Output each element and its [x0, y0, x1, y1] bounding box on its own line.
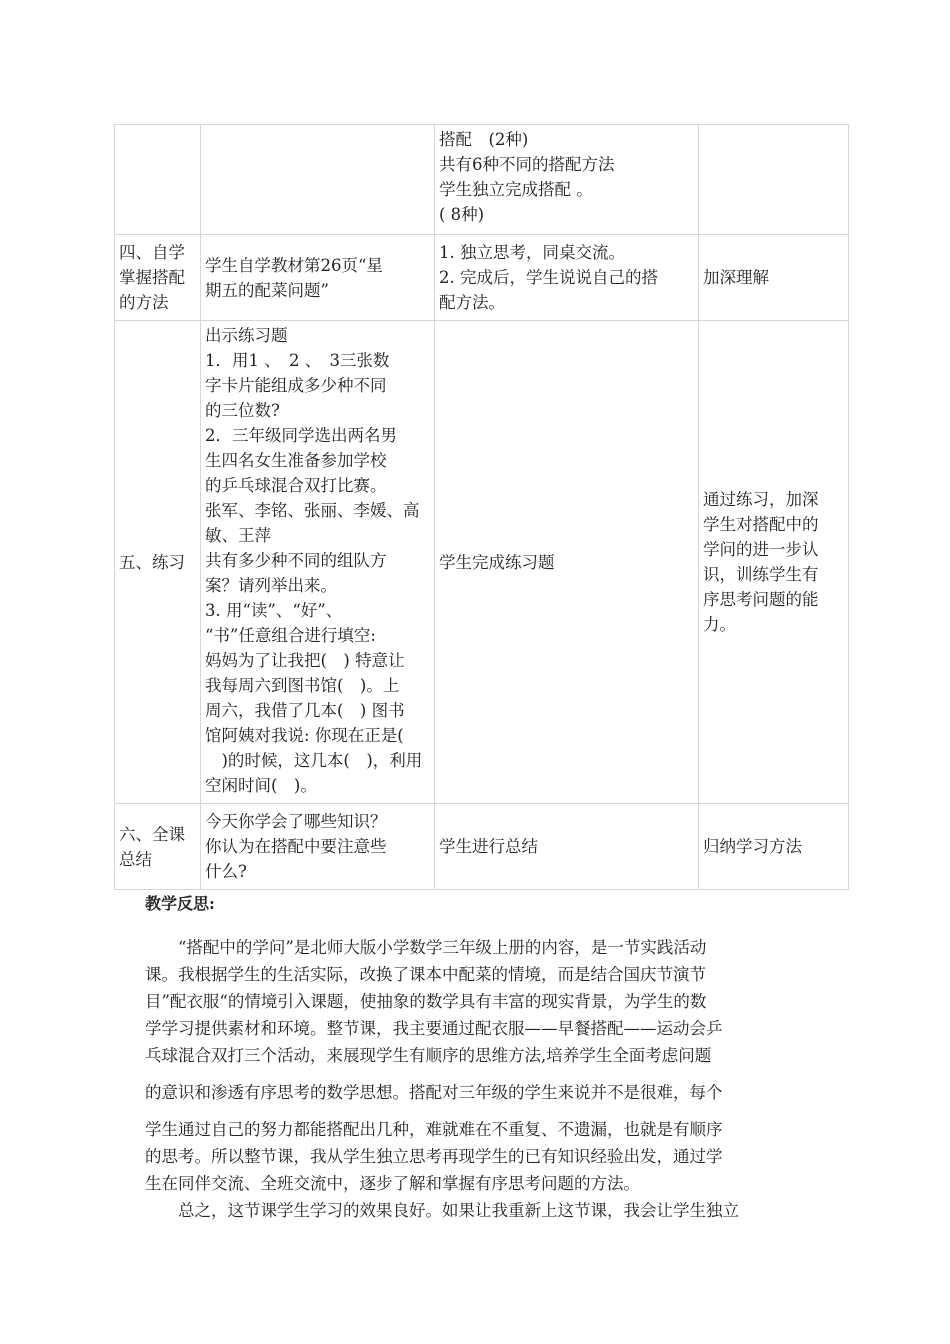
text-line: 生四名女生准备参加学校 [205, 451, 387, 470]
text-line: 的思考。所以整节课，我从学生独立思考再现学生的已有知识经验出发，通过学 [145, 1147, 723, 1166]
text-line: 搭配 (2种) [439, 130, 529, 149]
text-line: 案？请列举出来。 [205, 576, 337, 595]
text-line: ( 8种) [439, 205, 485, 224]
text-line: 四、自学 [119, 243, 185, 262]
text-line: 学生独立完成搭配 。 [439, 180, 593, 199]
text-line: 学生对搭配中的 [703, 515, 819, 534]
text-line: 什么? [205, 862, 247, 881]
student-activity-cell [435, 804, 699, 890]
text-line: 我每周六到图书馆( )。上 [205, 676, 400, 695]
teacher-activity-cell [201, 321, 435, 804]
table-row [115, 235, 849, 321]
text-line: “书”任意组合进行填空: [205, 626, 376, 645]
reflection-paragraph [145, 1079, 810, 1106]
text-line: 周六，我借了几本( ) 图书 [205, 701, 405, 720]
text-line: 学生通过自己的努力都能搭配出几种，难就难在不重复、不遗漏，也就是有顺序 [145, 1120, 723, 1139]
text-line: 敏、王萍 [205, 526, 271, 545]
text-line: 课。我根据学生的生活实际，改换了课本中配菜的情境，而是结合国庆节演节 [145, 965, 706, 984]
reflection-paragraph [145, 934, 810, 1069]
text-line: 目”配衣服“的情境引入课题，使抽象的数学具有丰富的现实背景，为学生的数 [145, 992, 707, 1011]
design-intent-cell [699, 125, 849, 235]
text-line: 1. 独立思考，同桌交流。 [439, 243, 625, 262]
table-row [115, 321, 849, 804]
stage-cell [115, 235, 201, 321]
stage-cell [115, 125, 201, 235]
text-line: 你认为在搭配中要注意些 [205, 837, 387, 856]
text-line: )的时候，这几本( )，利用 [205, 751, 423, 770]
text-line: 学生完成练习题 [439, 552, 555, 572]
text-line: 今天你学会了哪些知识？ [205, 812, 387, 831]
teaching-reflection-section [145, 890, 810, 1224]
text-line: 通过练习，加深 [703, 490, 819, 509]
text-line: 配方法。 [439, 293, 505, 312]
text-line: 生在同伴交流、全班交流中，逐步了解和掌握有序思考问题的方法。 [145, 1174, 640, 1193]
student-activity-cell [435, 125, 699, 235]
student-activity-cell [435, 321, 699, 804]
teacher-activity-cell [201, 235, 435, 321]
teacher-activity-cell [201, 804, 435, 890]
reflection-paragraph [145, 1116, 810, 1197]
text-line: 六、全课 [119, 824, 185, 844]
text-line: 字卡片能组成多少种不同 [205, 376, 387, 395]
text-line: 馆阿姨对我说: 你现在正是( [205, 726, 404, 745]
text-line: 2. 完成后，学生说说自己的搭 [439, 268, 658, 287]
text-line: 的乒乓球混合双打比赛。 [205, 476, 387, 495]
text-line: 3. 用“读”、“好”、 [205, 601, 343, 620]
design-intent-cell [699, 804, 849, 890]
lesson-plan-table [114, 124, 849, 890]
text-line: 共有6种不同的搭配方法 [439, 155, 615, 174]
text-line: 乓球混合双打三个活动，来展现学生有顺序的思维方法,培养学生全面考虑问题 [145, 1046, 712, 1065]
text-line: 学学习提供素材和环境。整节课，我主要通过配衣服——早餐搭配——运动会乒 [145, 1019, 723, 1038]
stage-cell [115, 804, 201, 890]
table-row [115, 804, 849, 890]
teacher-activity-cell [201, 125, 435, 235]
design-intent-cell [699, 321, 849, 804]
text-line: “搭配中的学问”是北师大版小学数学三年级上册的内容，是一节实践活动 [145, 938, 707, 957]
text-line: 总结 [119, 849, 152, 869]
text-line: 力。 [703, 615, 736, 634]
text-line: 妈妈为了让我把( ) 特意让 [205, 651, 405, 670]
text-line: 共有多少种不同的组队方 [205, 551, 387, 570]
text-line: 总之，这节课学生学习的效果良好。如果让我重新上这节课，我会让学生独立 [145, 1201, 739, 1220]
text-line: 加深理解 [703, 268, 769, 287]
reflection-paragraph [145, 1197, 810, 1224]
student-activity-cell [435, 235, 699, 321]
table-row [115, 125, 849, 235]
text-line: 期五的配菜问题” [205, 280, 329, 300]
text-line: 识，训练学生有 [703, 565, 819, 584]
stage-cell [115, 321, 201, 804]
text-line: 学生自学教材第26页“星 [205, 255, 383, 275]
text-line: 序思考问题的能 [703, 590, 819, 609]
text-line: 2．三年级同学选出两名男 [205, 426, 397, 445]
text-line: 的三位数? [205, 401, 280, 420]
text-line: 归纳学习方法 [703, 837, 802, 856]
text-line: 张军、李铭、张丽、李媛、高 [205, 501, 420, 520]
text-line: 的意识和渗透有序思考的数学思想。搭配对三年级的学生来说并不是很难，每个 [145, 1083, 723, 1102]
text-line: 五、练习 [119, 552, 185, 572]
text-line: 出示练习题 [205, 326, 288, 345]
text-line: 学问的进一步认 [703, 540, 819, 559]
text-line: 空闲时间( )。 [205, 776, 317, 795]
reflection-title: 教学反思: [145, 894, 215, 913]
text-line: 学生进行总结 [439, 837, 538, 856]
design-intent-cell [699, 235, 849, 321]
text-line: 掌握搭配 [119, 268, 185, 287]
text-line: 1．用1 、 2 、 3三张数 [205, 351, 390, 370]
text-line: 的方法 [119, 293, 169, 312]
